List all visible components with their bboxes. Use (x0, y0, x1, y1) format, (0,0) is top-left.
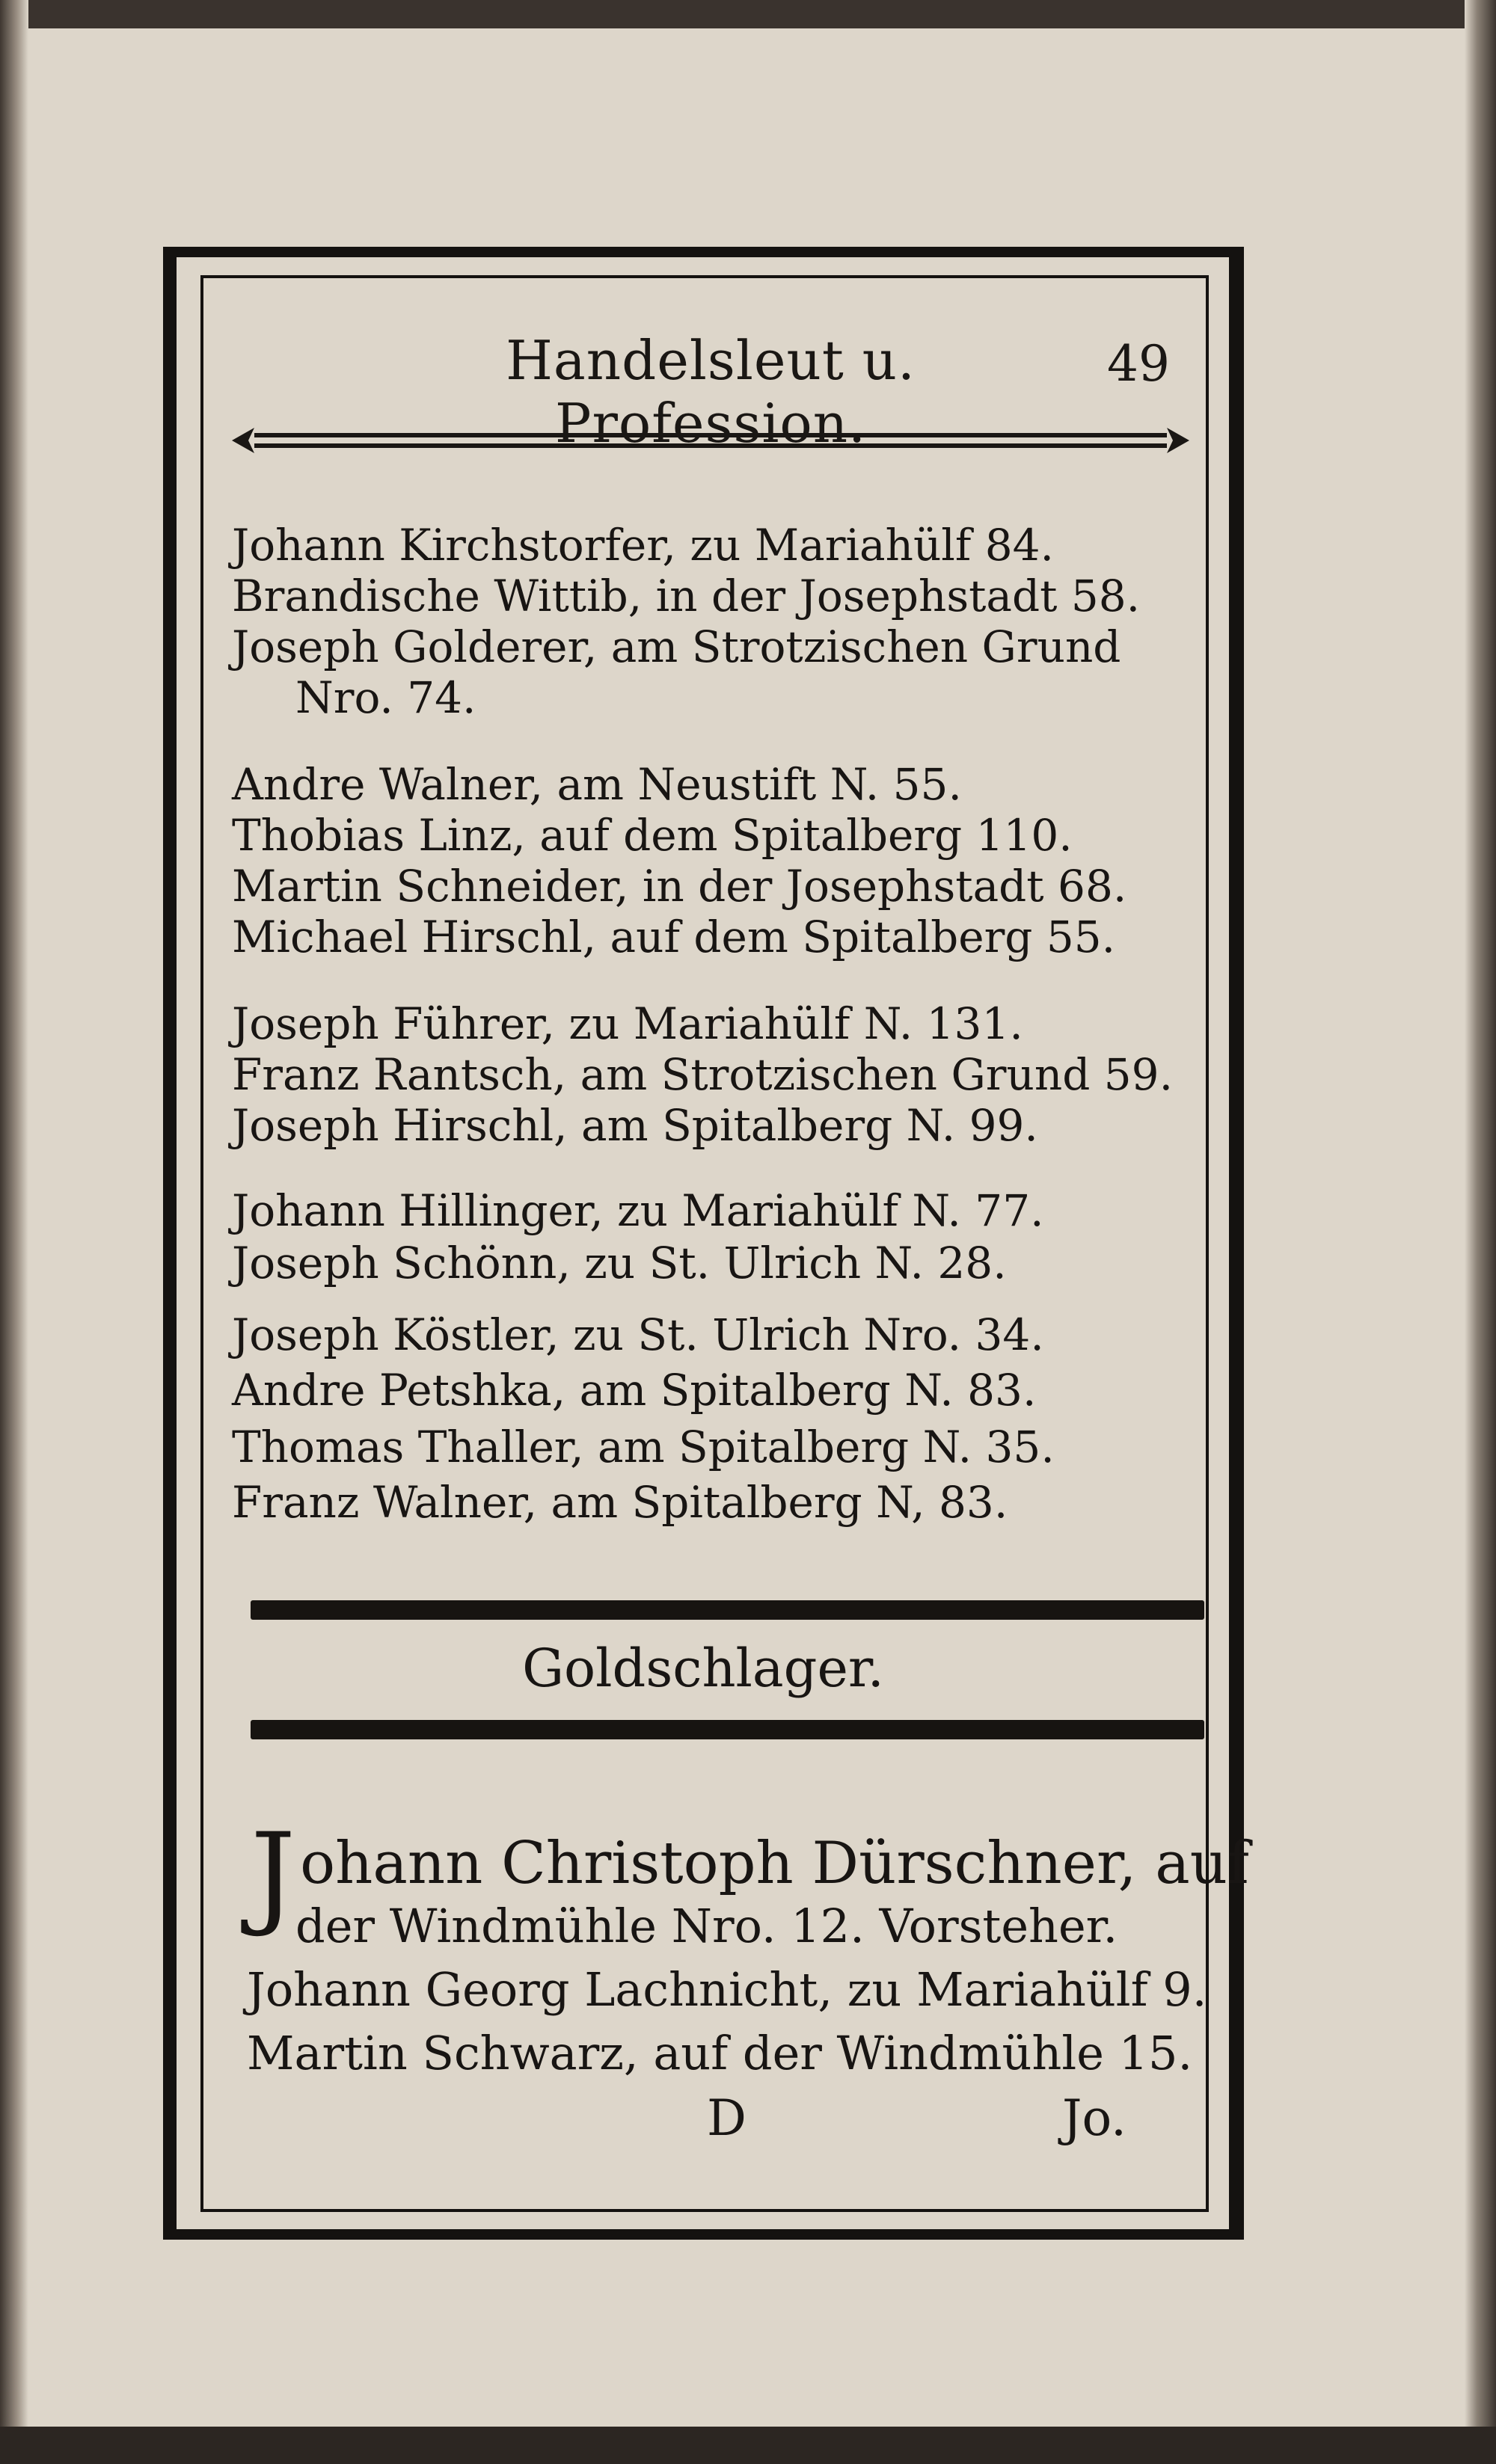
list-item: Johann Georg Lachnicht, zu Mariahülf 9. (247, 1962, 1207, 2017)
list-item-continuation: der Windmühle Nro. 12. Vorsteher. (295, 1899, 1118, 1953)
list-item: Joseph Hirschl, am Spitalberg N. 99. (232, 1100, 1038, 1151)
section-rule-bottom (251, 1720, 1204, 1739)
list-item: Andre Walner, am Neustift N. 55. (232, 759, 962, 810)
list-item-continuation: Nro. 74. (295, 672, 476, 723)
list-item-first-text: ohann Christoph Dürschner, auf (300, 1830, 1249, 1897)
list-item: Johann Hillinger, zu Mariahülf N. 77. (232, 1185, 1044, 1236)
list-item: Thomas Thaller, am Spitalberg N. 35. (232, 1422, 1055, 1472)
list-item: Andre Petshka, am Spitalberg N. 83. (232, 1365, 1037, 1416)
section-rule-top (251, 1600, 1204, 1620)
running-header-title: Handelsleut u. Profession. (506, 329, 916, 455)
page-bottom-edge (0, 2427, 1496, 2464)
list-item: Thobias Linz, auf dem Spitalberg 110. (232, 810, 1073, 861)
list-item: Brandische Wittib, in der Josephstadt 58. (232, 571, 1141, 621)
list-item: Johann Kirchstorfer, zu Mariahülf 84. (232, 520, 1054, 571)
list-item: Joseph Schönn, zu St. Ulrich N. 28. (232, 1238, 1007, 1288)
list-item: Martin Schneider, in der Josephstadt 68. (232, 861, 1127, 912)
list-item: Joseph Köstler, zu St. Ulrich Nro. 34. (232, 1309, 1044, 1360)
page-top-edge (0, 0, 1496, 28)
catchword: Jo. (1062, 2089, 1127, 2147)
list-item: Michael Hirschl, auf dem Spitalberg 55. (232, 912, 1116, 962)
list-item: Joseph Führer, zu Mariahülf N. 131. (232, 998, 1023, 1049)
page-right-edge (1465, 0, 1496, 2464)
page-left-edge (0, 0, 28, 2464)
section-title: Goldschlager. (522, 1638, 884, 1699)
list-item: Joseph Golderer, am Strotzischen Grund (232, 621, 1121, 672)
header-ornament-rule (224, 419, 1197, 464)
list-item: Martin Schwarz, auf der Windmühle 15. (247, 2026, 1193, 2080)
list-item: Franz Walner, am Spitalberg N, 83. (232, 1477, 1008, 1528)
drop-initial: J (251, 1810, 296, 1940)
list-item: Franz Rantsch, am Strotzischen Grund 59. (232, 1049, 1174, 1100)
signature-mark: D (707, 2089, 747, 2147)
page-number: 49 (1107, 335, 1170, 393)
